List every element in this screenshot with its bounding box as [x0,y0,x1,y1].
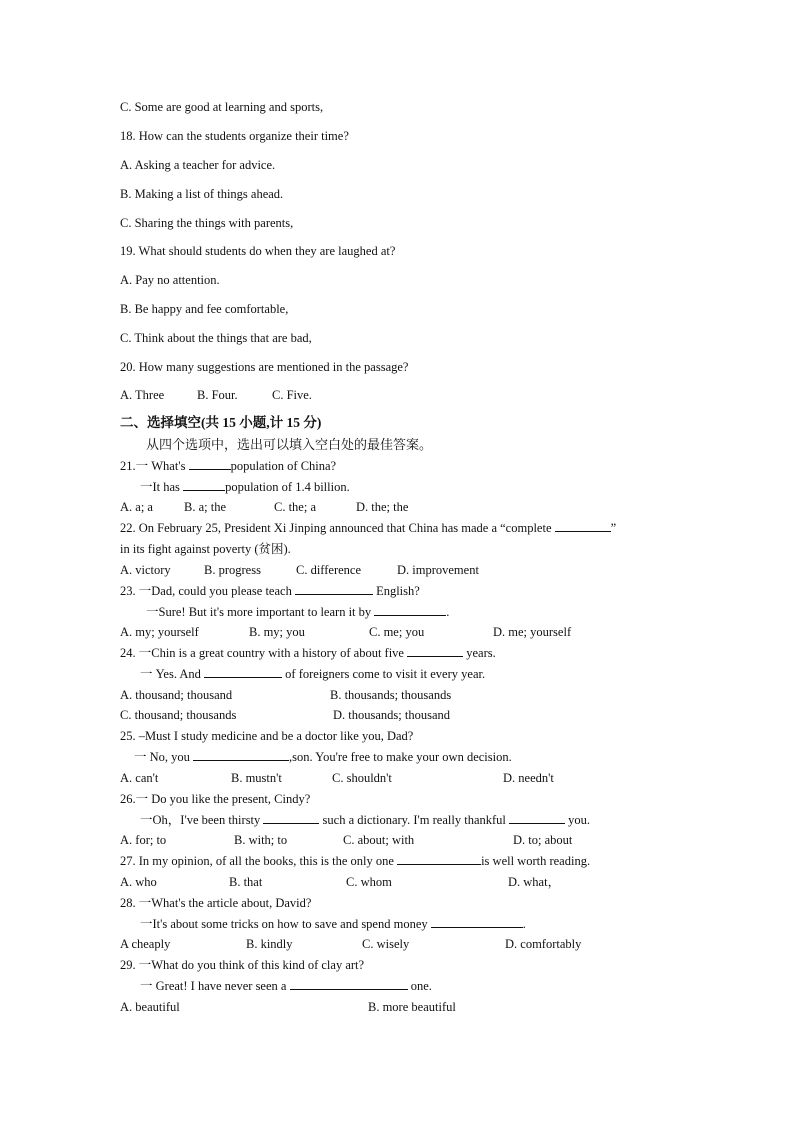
option-c: C. Five. [272,388,312,402]
answer-blank [509,812,565,824]
dialogue-line [140,978,432,994]
option-b: B. thousands; thousands [330,688,452,702]
option-b: B. a; the [184,500,227,514]
question-21 [120,458,336,474]
option-line: B. Making a list of things ahead. [120,187,284,201]
option-a: A. my; yourself [120,625,199,639]
answer-blank [555,520,611,532]
question-text: such a dictionary. I'm really thankful [319,813,509,827]
option-a: A. Three [120,388,165,402]
answer-blank [183,479,225,491]
answer-blank [204,666,282,678]
answer-blank [397,853,481,865]
option-line: A. Asking a teacher for advice. [120,158,276,172]
question-text: ” [610,521,617,535]
question-24 [120,645,496,661]
section-instruction: 从四个选项中，选出可以填入空白处的最佳答案。 [146,437,433,452]
option-a: A. can't [120,771,159,785]
question-text: years. [463,646,496,660]
option-c: C. about; with [343,833,415,847]
question-text: ,son. You're free to make your own decision. [289,750,512,764]
question-text: one. [407,979,432,993]
question-text: population of 1.4 billion. [225,480,350,494]
question-text: 一Oh，I've been thirsty [140,813,264,827]
question-text: . [446,605,450,619]
question-text: population of China? [230,459,337,473]
option-c: C. thousand; thousands [120,708,237,722]
option-line: A. Pay no attention. [120,273,220,287]
option-b: B. with; to [234,833,288,847]
option-b: B. progress [204,563,261,577]
option-line: B. Be happy and fee comfortable, [120,302,289,316]
question-28: 28. 一What's the article about, David? [120,896,312,910]
option-a: A. a; a [120,500,153,514]
option-c: C. the; a [274,500,317,514]
option-c: C. shouldn't [332,771,392,785]
question-text: 一It has [140,480,184,494]
dialogue-line [134,749,512,765]
section-heading: 二、选择填空(共 15 小题,计 15 分) [120,415,322,430]
question-text: 一 No, you [134,750,194,764]
dialogue-line [140,812,590,828]
option-a: A. beautiful [120,1000,180,1014]
option-d: D. what， [508,875,561,889]
option-b: B. that [229,875,263,889]
option-a: A. thousand; thousand [120,688,233,702]
option-b: B. more beautiful [368,1000,456,1014]
answer-blank [374,604,446,616]
option-d: D. thousands; thousand [333,708,451,722]
option-line: C. Some are good at learning and sports, [120,100,324,114]
question-text: English? [372,584,420,598]
question-29: 29. 一What do you think of this kind of clay art? [120,958,365,972]
question-text: 21.一 What's [120,459,189,473]
question-text: 一Sure! But it's more important to learn it by [146,605,375,619]
question-20: 20. How many suggestions are mentioned in the passage? [120,360,409,374]
option-b: B. kindly [246,937,293,951]
option-c: C. wisely [362,937,410,951]
dialogue-line [140,479,350,495]
question-18: 18. How can the students organize their time? [120,129,349,143]
question-text: 23. 一Dad, could you please teach [120,584,295,598]
question-text: is well worth reading. [481,854,591,868]
option-line: C. Think about the things that are bad, [120,331,312,345]
option-d: D. me; yourself [493,625,572,639]
option-b: B. mustn't [231,771,282,785]
dialogue-line [140,916,526,932]
answer-blank [407,645,463,657]
question-26: 26.一 Do you like the present, Cindy? [120,792,311,806]
option-a: A. who [120,875,157,889]
answer-blank [290,978,408,990]
question-27 [120,853,590,869]
option-c: C. difference [296,563,362,577]
option-a: A. victory [120,563,171,577]
answer-blank [295,583,373,595]
question-text: 24. 一Chin is a great country with a history of about five [120,646,408,660]
option-a: A. for; to [120,833,167,847]
question-text: in its fight against poverty (贫困). [120,542,291,556]
question-25: 25. –Must I study medicine and be a doctor like you, Dad? [120,729,414,743]
option-d: D. comfortably [505,937,582,951]
option-c: C. me; you [369,625,425,639]
answer-blank [431,916,523,928]
question-text: . [522,917,526,931]
option-d: D. to; about [513,833,573,847]
option-line: C. Sharing the things with parents, [120,216,294,230]
question-text: 一It's about some tricks on how to save and spend money [140,917,431,931]
answer-blank [193,749,289,761]
answer-blank [263,812,319,824]
option-a: A cheaply [120,937,171,951]
dialogue-line [146,604,449,620]
question-text: you. [565,813,590,827]
question-text: 一 Great! I have never seen a [140,979,290,993]
option-b: B. my; you [249,625,305,639]
question-text: of foreigners come to visit it every year. [282,667,486,681]
question-text: 22. On February 25, President Xi Jinping announced that China has made a “complete [120,521,555,535]
question-22 [120,520,616,536]
question-23 [120,583,420,599]
dialogue-line [140,666,485,682]
answer-blank [189,458,231,470]
option-d: D. improvement [397,563,479,577]
option-d: D. the; the [356,500,409,514]
question-19: 19. What should students do when they are laughed at? [120,244,396,258]
question-text: 一 Yes. And [140,667,205,681]
option-d: D. needn't [503,771,554,785]
option-c: C. whom [346,875,392,889]
question-text: 27. In my opinion, of all the books, this is the only one [120,854,398,868]
option-b: B. Four. [197,388,238,402]
